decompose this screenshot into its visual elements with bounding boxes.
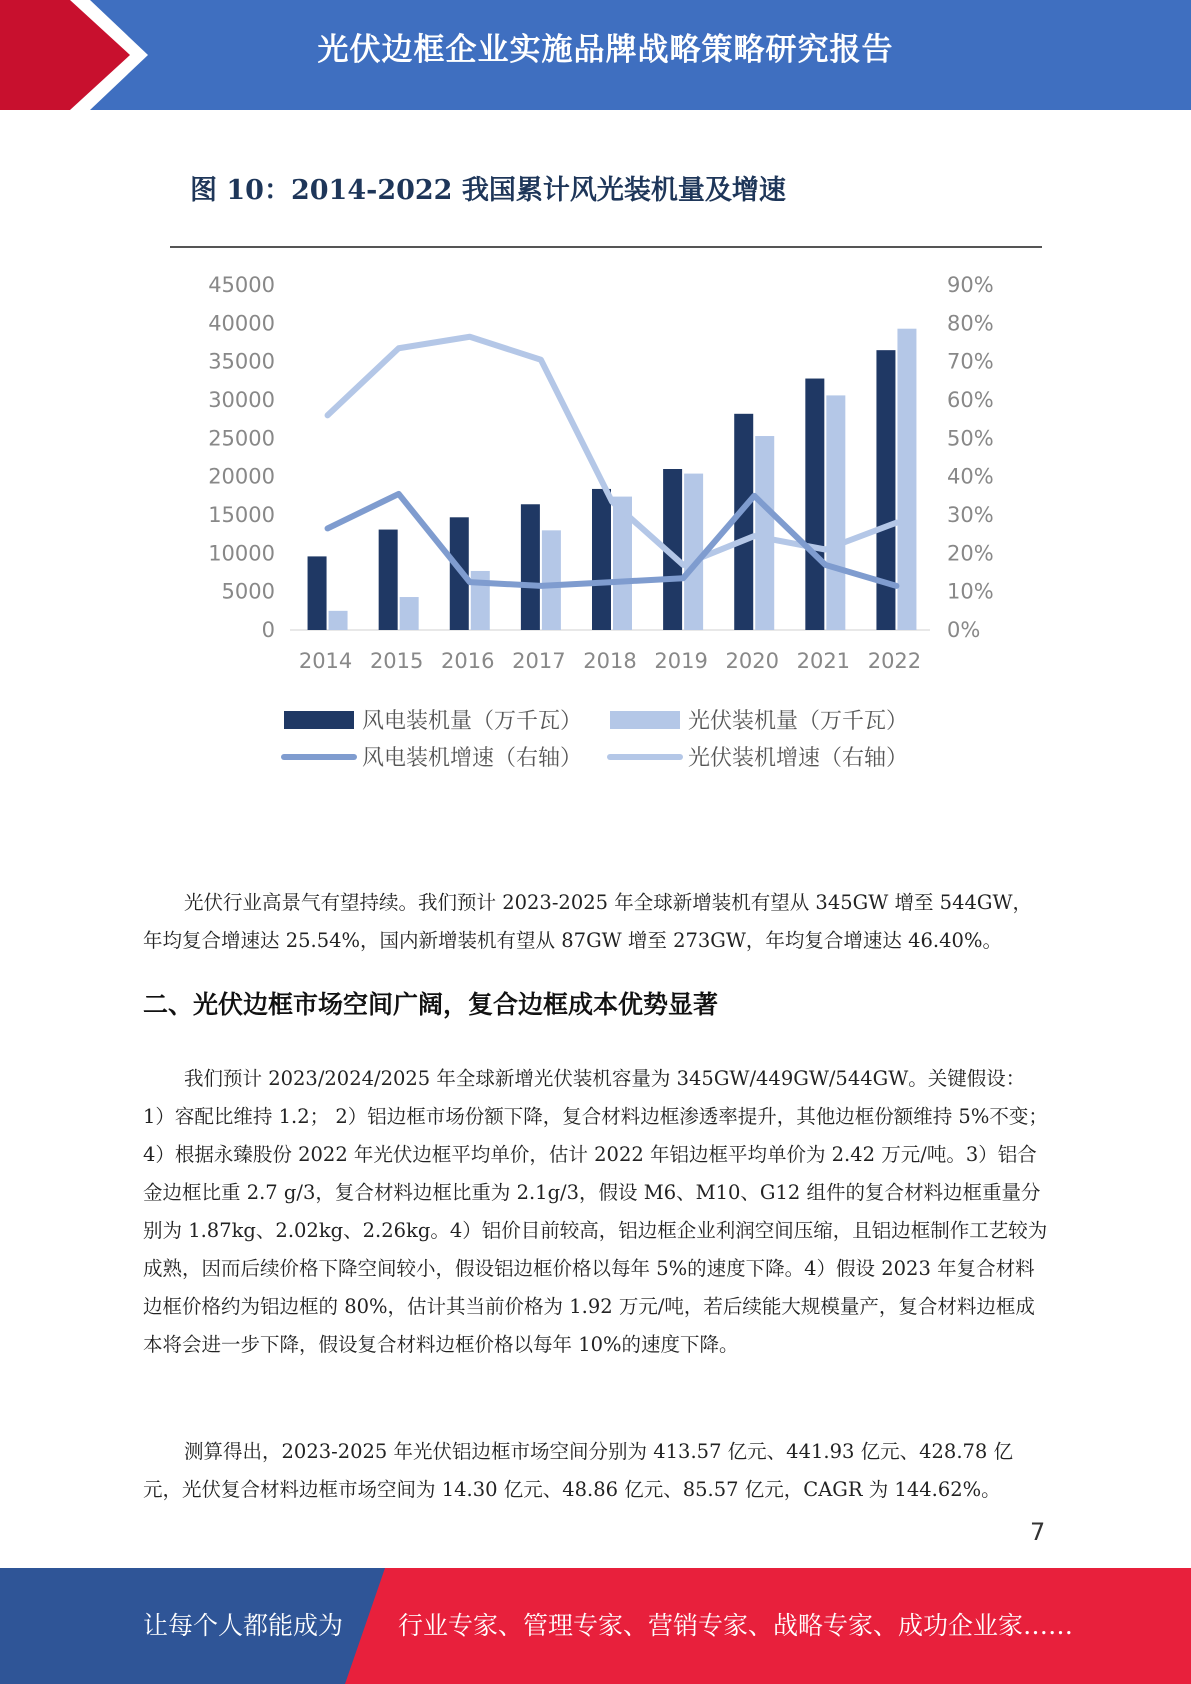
left-axis-tick-label: 35000	[208, 349, 275, 374]
left-axis-tick-label: 10000	[208, 541, 275, 566]
x-axis-tick-label: 2021	[796, 649, 851, 673]
left-axis-tick-label: 5000	[221, 579, 275, 604]
solar-capacity-bar	[542, 530, 561, 630]
left-axis-tick-label: 25000	[208, 426, 275, 451]
right-axis-tick-label: 20%	[947, 541, 994, 566]
solar-capacity-bar	[684, 474, 703, 630]
solar-capacity-bar	[329, 611, 348, 630]
footer-slogan-right: 行业专家、管理专家、营销专家、战略专家、成功企业家……	[398, 1611, 1074, 1640]
wind-capacity-bar	[876, 350, 895, 630]
right-axis-tick-label: 60%	[947, 388, 994, 412]
paragraph-market-outlook: 光伏行业高景气有望持续。我们预计 2023-2025 年全球新增装机有望从 345GW 增至 544GW，年均复合增速达 25.54%，国内新增装机有望从 87GW 增至 273GW，年均复合增速达 46.40%。	[143, 891, 1033, 952]
section-heading: 二、光伏边框市场空间广阔，复合边框成本优势显著	[143, 990, 719, 1019]
legend-wind-growth-label: 风电装机增速（右轴）	[362, 746, 583, 771]
right-axis-tick-label: 0%	[947, 618, 981, 642]
left-axis-tick-label: 15000	[208, 503, 275, 527]
solar-capacity-bar	[400, 597, 419, 630]
left-axis-tick-label: 45000	[208, 273, 275, 297]
x-axis-tick-label: 2022	[867, 649, 922, 673]
wind-capacity-bar	[592, 489, 611, 630]
wind-capacity-bar	[521, 504, 540, 630]
x-axis-tick-label: 2018	[583, 649, 637, 673]
paragraph-assumptions: 我们预计 2023/2024/2025 年全球新增光伏装机容量为 345GW/449GW/544GW。关键假设： 1）容配比维持 1.2； 2）铝边框市场份额下降，复合材料边框渗透率提升，其他边框份额维持 5%不变；4）根据永臻股份 2022 年光伏边框平均单价，估计 2022 年铝边框平均单价为 2.42 万元/吨。3）铝合金边框比重 2.7 g/3，复合材料边框比重为 2.1g/3，假设 M6、M10、G12 组件的复合材料边框重量分别为 1.87kg、2.02kg、2.26kg。4）铝价目前较高，铝边框企业利润空间压缩，且铝边框制作工艺较为成熟，因而后续价格下降空间较小，假设铝边框价格以每年 5%的速度下降。4）假设 2023 年复合材料边框价格约为铝边框的 80%，估计其当前价格为 1.92 万元/吨，若后续能大规模量产，复合材料边框成本将会进一步下降，假设复合材料边框价格以每年 10%的速度下降。	[143, 1067, 1048, 1356]
x-axis-tick-label: 2019	[654, 649, 708, 673]
legend-solar-growth-label: 光伏装机增速（右轴）	[688, 746, 909, 771]
footer-banner	[0, 1568, 1191, 1684]
right-axis-tick-label: 50%	[947, 426, 994, 451]
figure-title: 图 10：2014-2022 我国累计风光装机量及增速	[190, 175, 786, 206]
left-axis-tick-label: 20000	[208, 464, 275, 489]
wind-capacity-bar	[805, 379, 824, 630]
right-axis-tick-label: 80%	[947, 311, 994, 336]
left-axis-tick-label: 0	[261, 618, 275, 642]
page-number: 7	[1030, 1518, 1046, 1546]
legend-wind-capacity-label: 风电装机量（万千瓦）	[362, 709, 583, 734]
solar-capacity-bar	[826, 395, 845, 630]
right-axis-tick-label: 40%	[947, 464, 994, 489]
wind-capacity-bar	[734, 414, 753, 630]
solar-capacity-bar	[755, 436, 774, 630]
x-axis-tick-label: 2016	[441, 649, 495, 673]
installed-capacity-chart	[0, 0, 1191, 800]
solar-capacity-bar	[897, 329, 916, 630]
x-axis-tick-label: 2020	[725, 649, 779, 673]
legend-solar-capacity-label: 光伏装机量（万千瓦）	[688, 709, 909, 734]
legend-wind-capacity-swatch	[284, 711, 354, 729]
right-axis-tick-label: 30%	[947, 503, 994, 527]
x-axis-tick-label: 2017	[512, 649, 566, 673]
x-axis-tick-label: 2014	[298, 649, 353, 673]
right-axis-tick-label: 70%	[947, 349, 994, 374]
right-axis-tick-label: 10%	[947, 579, 994, 604]
right-axis-tick-label: 90%	[947, 273, 994, 297]
wind-capacity-bar	[308, 556, 327, 630]
wind-capacity-bar	[379, 530, 398, 630]
legend-solar-capacity-swatch	[610, 711, 680, 729]
footer-slogan-left: 让每个人都能成为	[143, 1611, 344, 1640]
header-title: 光伏边框企业实施品牌战略策略研究报告	[317, 32, 894, 68]
x-axis-tick-label: 2015	[369, 649, 424, 673]
left-axis-tick-label: 40000	[208, 311, 275, 336]
paragraph-market-size: 测算得出，2023-2025 年光伏铝边框市场空间分别为 413.57 亿元、441.93 亿元、428.78 亿元，光伏复合材料边框市场空间为 14.30 亿元、48.86 亿元、85.57 亿元，CAGR 为 144.62%。	[143, 1440, 1014, 1501]
left-axis-tick-label: 30000	[208, 388, 275, 412]
